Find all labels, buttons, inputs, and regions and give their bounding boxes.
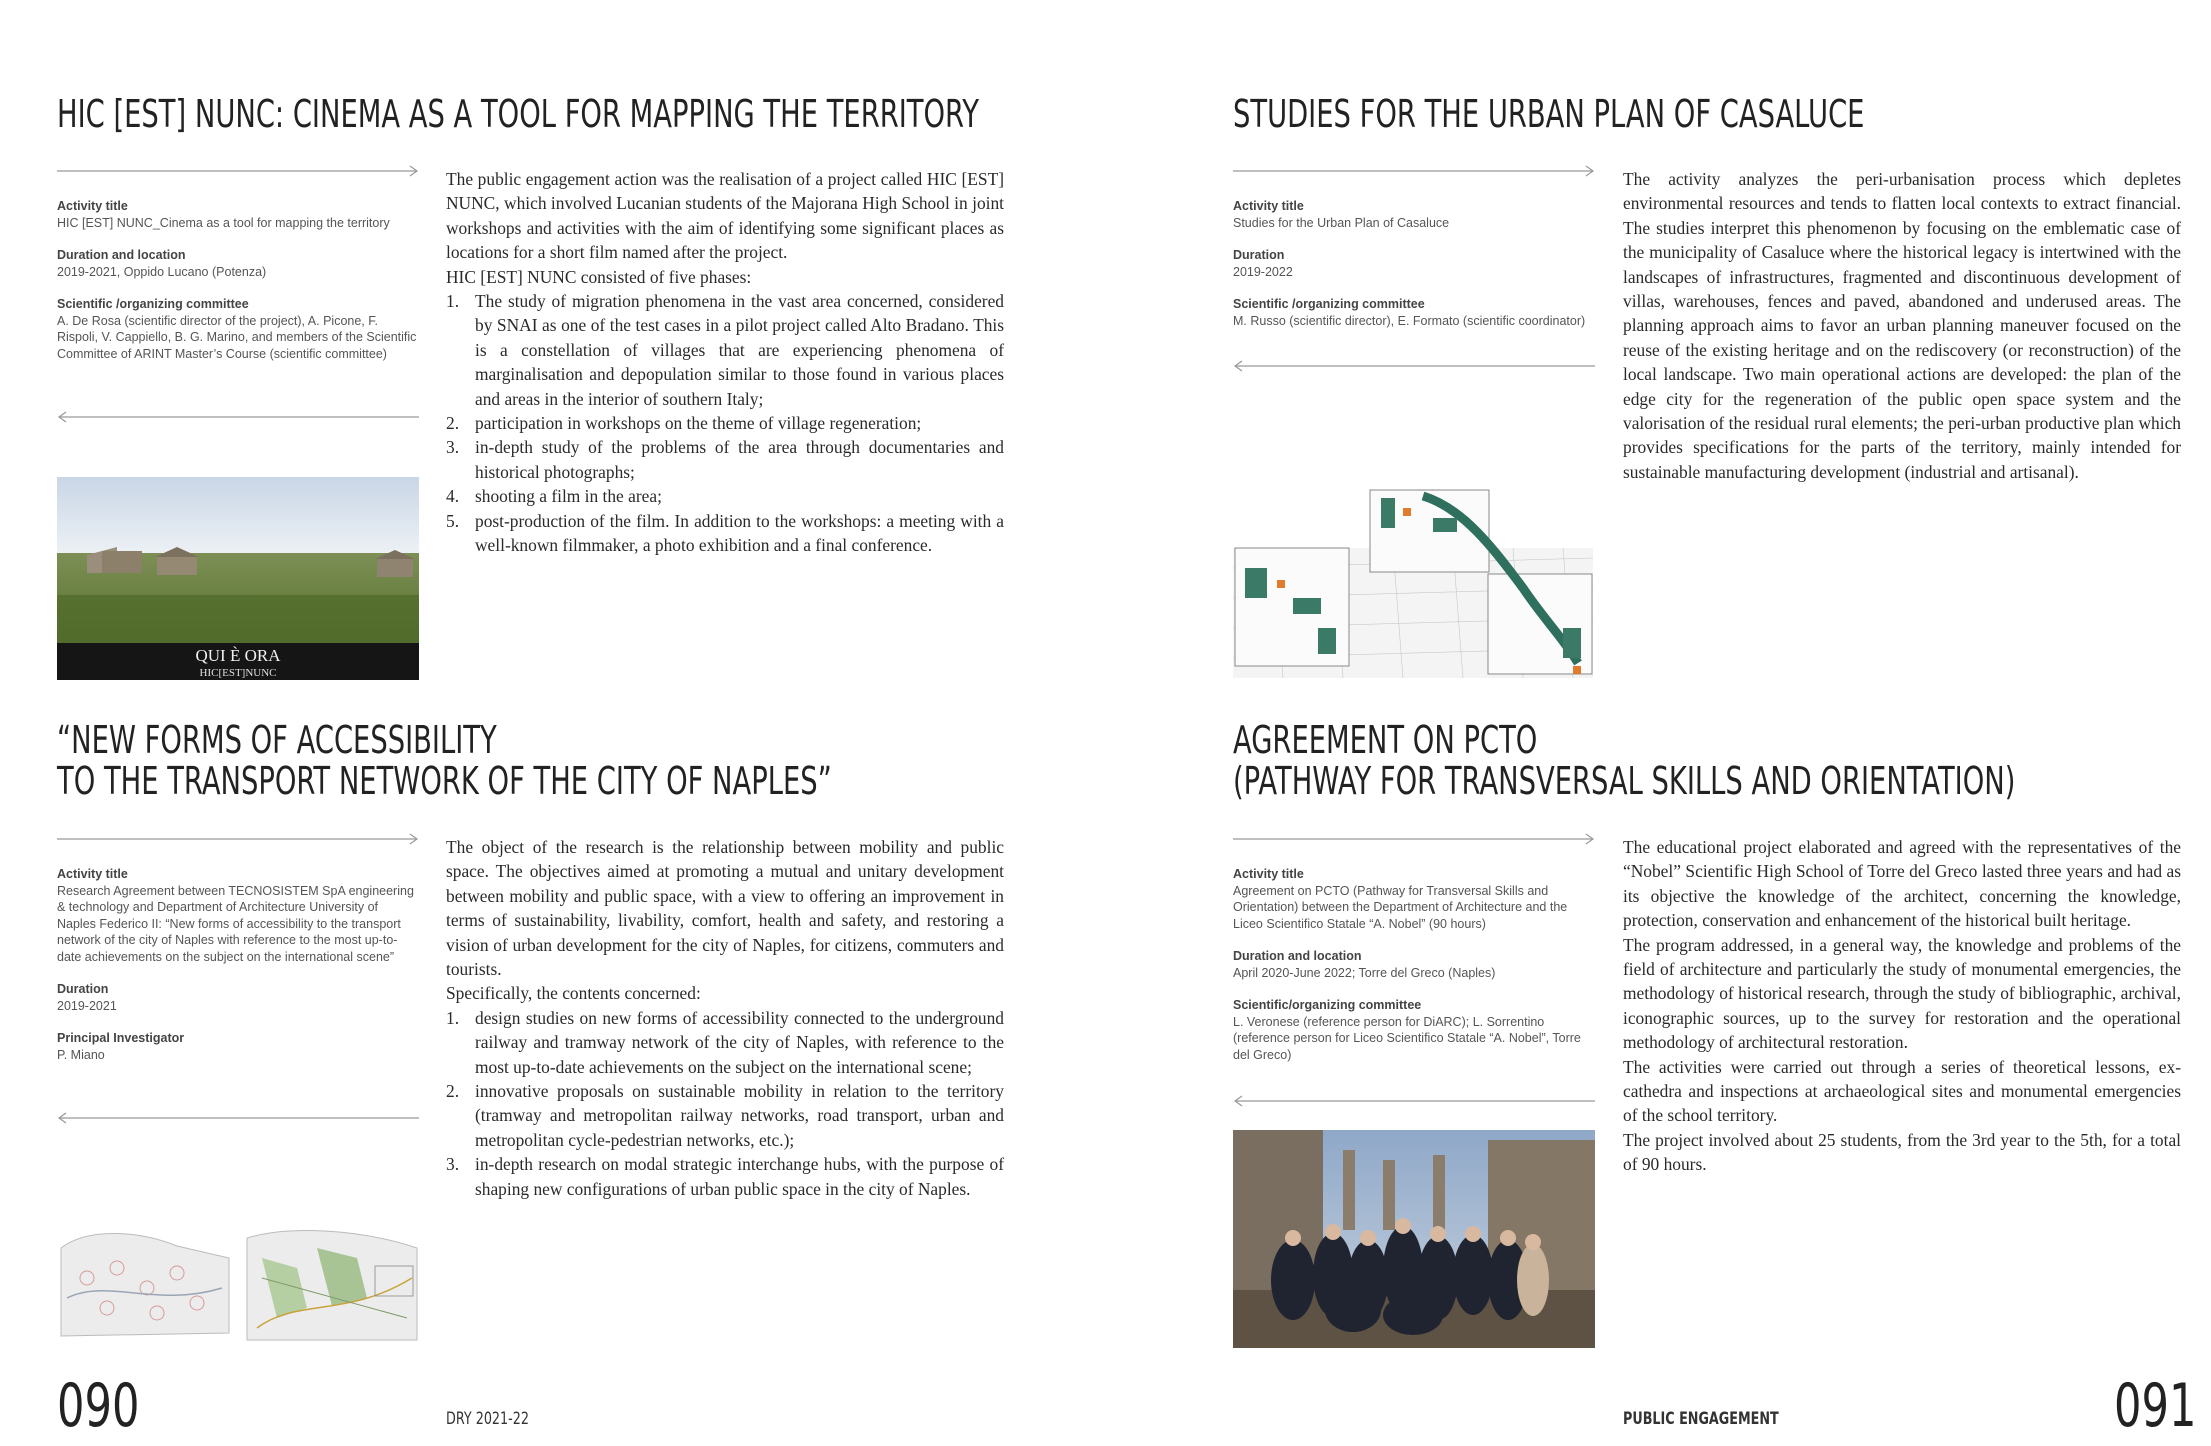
list-number: 5.	[446, 510, 460, 531]
section-title: “NEW FORMS OF ACCESSIBILITY TO THE TRANSPORT NETWORK OF THE CITY OF NAPLES”	[57, 718, 832, 803]
meta-label: Scientific /organizing committee	[57, 297, 249, 311]
meta-value: Studies for the Urban Plan of Casaluce	[1233, 215, 1450, 230]
arrow-left-icon	[1233, 360, 1595, 372]
group-photo	[1233, 1130, 1595, 1348]
paragraph: The object of the research is the relationship between mobility and public space. The objectives aimed at promoting a mutual and unitary development between mobility and public space, with a view to offering an improvement in terms of sustainability, livability, comfort, health and safety, and restoring a vision of urban development for the city of Naples, for citizens, commuters and tourists.	[446, 837, 1004, 980]
meta-label: Scientific/organizing committee	[1233, 998, 1422, 1012]
meta-label: Activity title	[57, 199, 128, 213]
list-item	[446, 289, 1004, 411]
paragraph: The project involved about 25 students, from the 3rd year to the 5th, for a total of 90 hours.	[1623, 1129, 2181, 1175]
paragraph: The activity analyzes the peri-urbanisation process which depletes environmental resources and tends to flatten local contexts to extract financial. The studies interpret this phenomenon by focusing on the emblematic case of the municipality of Casaluce where the historical legacy is intertwined with the landscapes of infrastructures, fragmented and discontinuous development of villas, warehouses, fences and paved, abandoned and underused areas. The planning approach aims to favor an urban planning maneuver focused on the reuse of the existing heritage and on the rediscovery (or reconstruction) of the local landscape. Two main operational actions are developed: the plan of the edge city for the regeneration of the public open space system and the valorisation of the residual rural elements; the peri-urban productive plan which provides specifications for the parts of the territory, mainly intended for sustainable manufacturing development (industrial and artisanal).	[1623, 169, 2181, 482]
meta-label: Duration and location	[57, 248, 186, 262]
paragraph: The educational project elaborated and agreed with the representatives of the “Nobel” Scientific High School of Torre del Greco lasted three years and had as its objective the knowledge of the architect, concerning the knowledge, protection, conservation and enhancement of the historical built heritage.	[1623, 837, 2181, 931]
section-title: HIC [EST] NUNC: CINEMA AS A TOOL FOR MAPPING THE TERRITORY	[57, 92, 980, 136]
meta-label: Scientific /organizing committee	[1233, 297, 1425, 311]
list-item	[446, 435, 1004, 484]
list-number: 4.	[446, 486, 460, 507]
project-details	[57, 198, 419, 378]
project-details	[1233, 866, 1595, 1079]
meta-value: P. Miano	[57, 1047, 105, 1062]
list-text: in-depth research on modal strategic interchange hubs, with the purpose of shaping new configurations of urban public space in the city of Naples.	[475, 1154, 1004, 1199]
mobility-maps	[57, 1218, 419, 1345]
meta-value: 2019-2022	[1233, 264, 1293, 279]
list-number: 3.	[446, 437, 460, 458]
paragraph: The public engagement action was the realisation of a project called HIC [EST] NUNC, which involved Lucanian students of the Majorana High School in joint workshops and activities with the aim of identifying some significant places as locations for a short film named after the project.	[446, 169, 1004, 263]
project-details	[57, 866, 419, 1079]
urban-plan-map	[1233, 488, 1595, 680]
list-text: shooting a film in the area;	[475, 486, 662, 507]
page-number-left: 090	[57, 1371, 140, 1441]
phase-list	[446, 289, 1004, 557]
meta-label: Activity title	[57, 867, 128, 881]
arrow-right-icon	[1233, 833, 1595, 845]
arrow-right-icon	[1233, 165, 1595, 177]
arrow-left-icon	[1233, 1095, 1595, 1107]
arrow-right-icon	[57, 165, 419, 177]
meta-value: 2019-2021, Oppido Lucano (Potenza)	[57, 264, 267, 279]
film-subtitle-text: HIC[EST]NUNC	[199, 667, 277, 679]
meta-value: L. Veronese (reference person for DiARC); L. Sorrentino (reference person for Liceo Scientifico Statale “A. Nobel”, Torre del Greco)	[1233, 1014, 1581, 1062]
meta-value: A. De Rosa (scientific director of the project), A. Picone, F. Rispoli, V. Cappiello, B. G. Marino, and members of the Scientific Committee of ARINT Master’s Course (scientific committee)	[57, 313, 417, 361]
list-text: post-production of the film. In addition to the workshops: a meeting with a well-known filmmaker, a photo exhibition and a final conference.	[475, 510, 1004, 556]
list-text: innovative proposals on sustainable mobility in relation to the territory (tramway and metropolitan railway networks, road transport, urban and metropolitan cycle-pedestrian networks, etc.);	[475, 1081, 1004, 1150]
content-list	[446, 1006, 1004, 1201]
section-body	[446, 167, 1004, 558]
meta-label: Activity title	[1233, 199, 1304, 213]
list-item	[446, 484, 1004, 508]
section-body	[1623, 835, 2181, 1177]
list-text: design studies on new forms of accessibility connected to the underground railway and tramway network of the city of Naples, with reference to the most up-to-date achievements on the subject on the international scene;	[475, 1007, 1004, 1077]
meta-value: M. Russo (scientific director), E. Formato (scientific coordinator)	[1233, 313, 1586, 328]
paragraph: Specifically, the contents concerned:	[446, 983, 701, 1004]
list-number: 2.	[446, 413, 460, 434]
meta-label: Duration	[57, 982, 109, 996]
list-item	[446, 1079, 1004, 1152]
meta-value: HIC [EST] NUNC_Cinema as a tool for mapping the territory	[57, 215, 390, 230]
section-title: AGREEMENT ON PCTO (PATHWAY FOR TRANSVERSAL SKILLS AND ORIENTATION)	[1233, 718, 2016, 803]
meta-label: Principal Investigator	[57, 1031, 185, 1045]
list-text: in-depth study of the problems of the area through documentaries and historical photographs;	[475, 437, 1004, 482]
arrow-left-icon	[57, 411, 419, 423]
meta-label: Duration	[1233, 248, 1285, 262]
list-number: 1.	[446, 291, 460, 312]
paragraph: The activities were carried out through a series of theoretical lessons, ex-cathedra and inspections at archaeological sites and monumental emergencies of the school territory.	[1623, 1056, 2181, 1126]
section-title: STUDIES FOR THE URBAN PLAN OF CASALUCE	[1233, 92, 1865, 136]
section-body	[1623, 167, 2181, 484]
page-number-right: 091	[2114, 1371, 2197, 1441]
arrow-right-icon	[57, 833, 419, 845]
footer-right-label: PUBLIC ENGAGEMENT	[1623, 1409, 1779, 1429]
paragraph: HIC [EST] NUNC consisted of five phases:	[446, 266, 752, 287]
section-body	[446, 835, 1004, 1201]
footer-left-label: DRY 2021-22	[446, 1409, 529, 1429]
meta-value: 2019-2021	[57, 998, 117, 1013]
list-item	[446, 509, 1004, 558]
list-item	[446, 1152, 1004, 1201]
meta-value: Agreement on PCTO (Pathway for Transversal Skills and Orientation) between the Department of Architecture and the Liceo Scientifico Statale “A. Nobel” (90 hours)	[1233, 883, 1568, 931]
list-text: The study of migration phenomena in the vast area concerned, considered by SNAI as one of the test cases in a pilot project called Alto Bradano. This is a constellation of villages that are experiencing phenomena of marginalisation and depopulation similar to those found in various places and areas in the interior of southern Italy;	[475, 291, 1004, 409]
film-still-photo	[57, 477, 419, 680]
list-text: participation in workshops on the theme of village regeneration;	[475, 413, 922, 434]
meta-value: Research Agreement between TECNOSISTEM SpA engineering & technology and Department of Architecture University of Naples Federico II: “New forms of accessibility to the transport network of the city of Naples with reference to the most up-to-date achievements on the subject on the international scene”	[57, 883, 414, 964]
project-details	[1233, 198, 1595, 345]
list-item	[446, 1006, 1004, 1079]
meta-label: Activity title	[1233, 867, 1304, 881]
list-number: 2.	[446, 1081, 460, 1102]
list-item	[446, 411, 1004, 435]
meta-label: Duration and location	[1233, 949, 1362, 963]
arrow-left-icon	[57, 1112, 419, 1124]
film-title-text: QUI È ORA	[195, 646, 281, 665]
list-number: 1.	[446, 1007, 460, 1028]
list-number: 3.	[446, 1154, 460, 1175]
paragraph: The program addressed, in a general way, the knowledge and problems of the field of architecture and particularly the study of monumental emergencies, the methodology of historical research, through the study of bibliographic, archival, iconographic sources, up to the survey for restoration and the operational methodology of architectural restoration.	[1623, 934, 2181, 1053]
meta-value: April 2020-June 2022; Torre del Greco (Naples)	[1233, 965, 1496, 980]
